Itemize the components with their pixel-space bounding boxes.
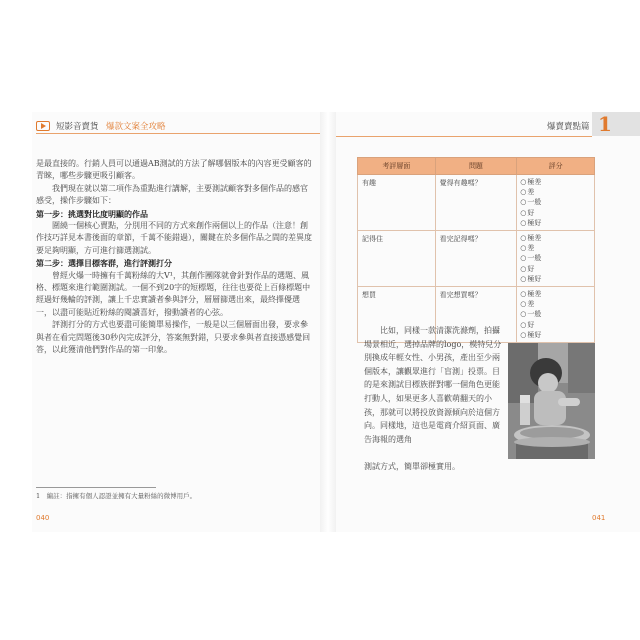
- score-cell: [517, 175, 595, 231]
- aspect-cell: 想買: [358, 287, 436, 343]
- book-title-part-b: 爆款文案全攻略: [106, 122, 166, 132]
- column-header: 評分: [517, 158, 595, 175]
- paragraph: 圍繞一個核心賣點，分別用不同的方式來創作兩個以上的作品（注意！創作技巧詳見本書後面的章節，千萬不能錯過），關鍵在於多個作品之間的差異度要足夠明顯，方可進行篩選測試。: [36, 221, 312, 255]
- header-rule-right: [336, 136, 592, 137]
- header-rule-left: [36, 133, 320, 134]
- step-heading: 第一步：挑選對比度明顯的作品: [36, 208, 148, 219]
- column-header: 問題: [435, 158, 517, 175]
- question-cell: 看完記得嗎？: [435, 231, 517, 287]
- score-option: ○ 極好: [520, 274, 591, 284]
- score-option: ○ 極差: [520, 233, 591, 243]
- book-gutter: [320, 112, 336, 532]
- score-option: ○ 差: [520, 243, 591, 253]
- paragraph: 評測打分的方式也要盡可能簡單易操作，一般是以三個層面出發，要求參與者在看完問題後30秒內完成評分，答案無對錯，只要求參與者直接憑感覺回答，以此獲清他們對作品的第一印象。: [36, 320, 311, 355]
- step-heading: 第二步：選擇目標客群，進行評測打分: [36, 258, 172, 269]
- score-option: ○ 一般: [520, 197, 591, 207]
- paragraph: 比如，同樣一款清潔洗滌劑，拍攝場景相近，選掉品牌的logo，模特兒分別換成年輕女性、小男孩，產出至少兩個版本，讓觀眾進行「盲測」投票。目的是來測試目標族群對哪一個角色更能打動人，如果更多人喜歡萌翻天的小孩，那就可以將投放資源傾向於這個方向。同樣地，這也是電商介紹頁面、廣告海報的選角: [364, 326, 502, 444]
- left-page-body: [36, 158, 312, 357]
- chapter-number: 1: [598, 112, 612, 136]
- child-washing-photo: [508, 343, 595, 459]
- score-option: ○ 好: [520, 264, 591, 274]
- paragraph: 我們現在就以第二項作為重點進行講解，主要測試顧客對多個作品的感官感受，操作步驟如下：: [36, 183, 308, 206]
- chapter-number-tab: [592, 112, 640, 136]
- score-cell: [517, 287, 595, 343]
- score-option: ○ 極好: [520, 330, 591, 340]
- running-header-left: [36, 118, 320, 134]
- right-page-paragraph-tail: 測試方式，簡單卻極實用。: [364, 462, 460, 471]
- score-cell: [517, 231, 595, 287]
- table-row: [358, 175, 595, 231]
- page-number-right: 041: [592, 514, 606, 522]
- video-play-icon: [36, 121, 50, 131]
- question-cell: 看完想買嗎？: [435, 287, 517, 343]
- score-option: ○ 極差: [520, 289, 591, 299]
- chapter-title: 爆賣賣點篇: [547, 122, 590, 132]
- book-title-part-a: 短影音賣貨: [56, 122, 99, 132]
- table-row: [358, 231, 595, 287]
- score-option: ○ 差: [520, 299, 591, 309]
- paragraph: 曾經火爆一時擁有千萬粉絲的大V¹，其創作團隊就會針對作品的選題、風格、標題來進行範圍測試。一個不到20字的短標題，往往也要從上百條標題中經過好幾輪的評測，讓上千忠實讀者參與評分，層層篩選出來，最終擇優選一，以盡可能貼近粉絲的閱讀喜好，撥動讀者的心弦。: [36, 270, 311, 317]
- score-option: ○ 一般: [520, 253, 591, 263]
- evaluation-table: [357, 157, 595, 343]
- footnote-rule: [36, 487, 156, 488]
- score-option: ○ 好: [520, 320, 591, 330]
- question-cell: 覺得有趣嗎？: [435, 175, 517, 231]
- right-page-paragraph: [364, 324, 504, 446]
- score-option: ○ 極差: [520, 177, 591, 187]
- score-option: ○ 差: [520, 187, 591, 197]
- aspect-cell: 有趣: [358, 175, 436, 231]
- page-number-left: 040: [36, 514, 50, 522]
- footnote: 1 編註：指擁有個人認證並擁有大量粉絲的微博用戶。: [36, 492, 197, 500]
- score-option: ○ 極好: [520, 218, 591, 228]
- column-header: 考評層面: [358, 158, 436, 175]
- table-header-row: [358, 158, 595, 175]
- aspect-cell: 記得住: [358, 231, 436, 287]
- score-option: ○ 一般: [520, 309, 591, 319]
- paragraph: 是最直接的。行銷人員可以通過AB測試的方法了解哪個版本的內容更受顧客的青睞，哪些步驟更吸引顧客。: [36, 159, 312, 181]
- score-option: ○ 好: [520, 208, 591, 218]
